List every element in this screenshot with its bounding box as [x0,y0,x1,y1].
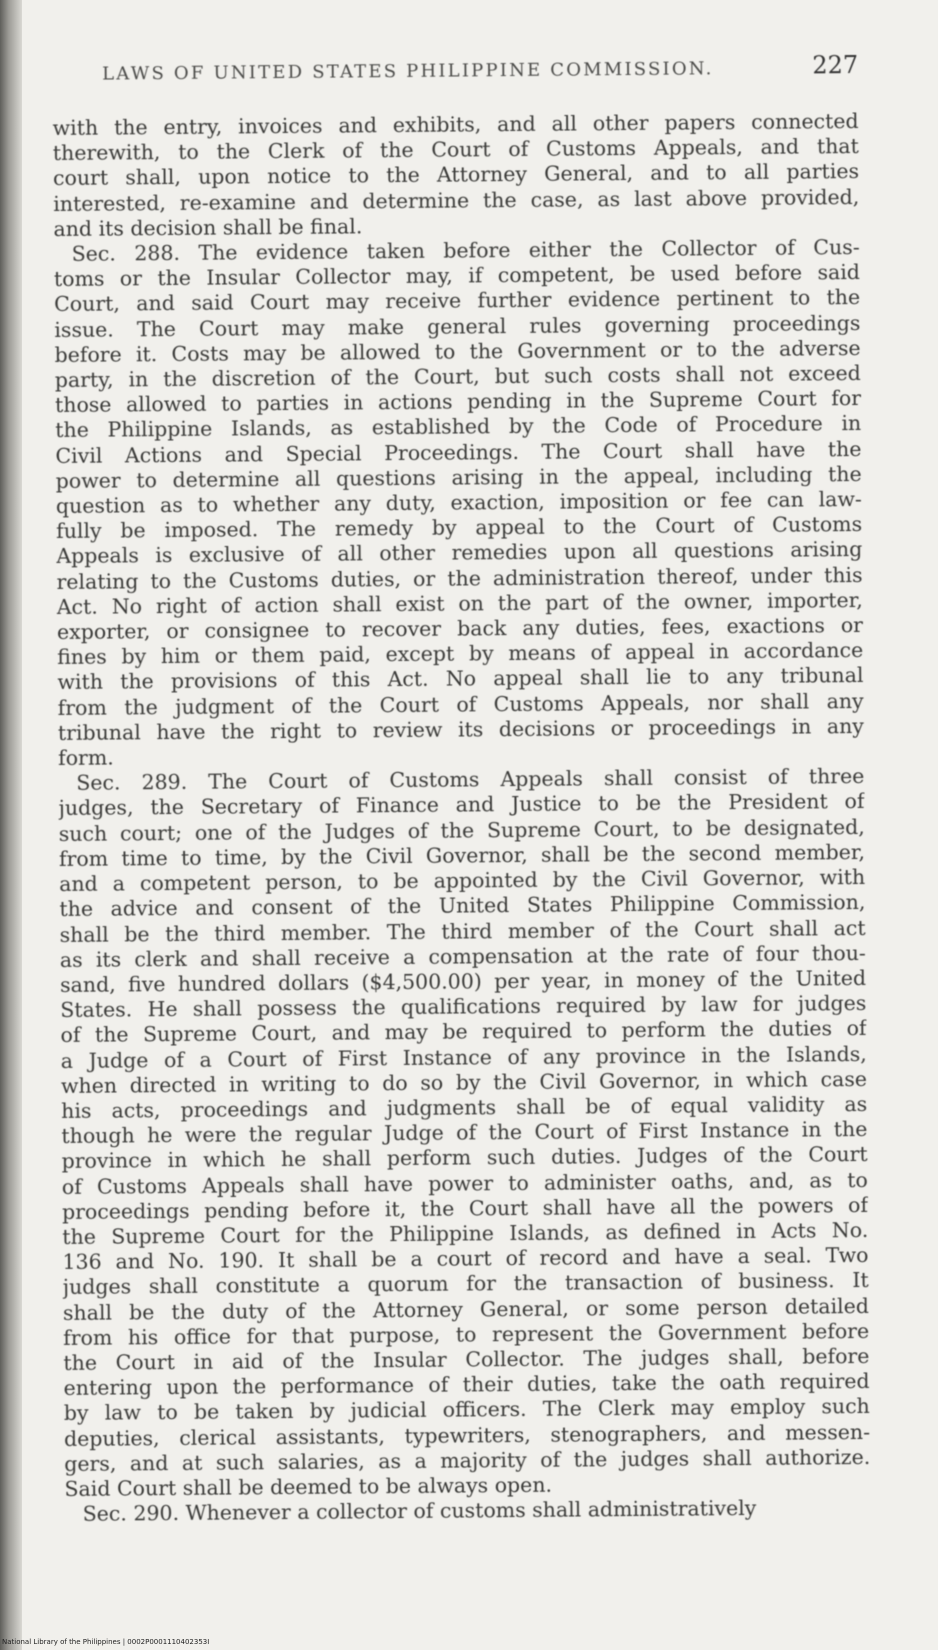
text-line: and its decision shall be final. [53,214,363,241]
section-290-start: Sec. 290. Whenever a collector of customs shall administratively [82,1496,757,1526]
text-line: Said Court shall be deemed to be always open. [64,1472,553,1501]
text-line: judges, the Secretary of Finance and Justice to be the President of [58,789,865,821]
text-line: sand, five hundred dollars ($4,500.00) per year, in money of the United [59,965,867,997]
text-line: from his office for that purpose, to represent the Government before [63,1318,870,1350]
text-line: court shall, upon notice to the Attorney General, and to all parties [52,159,860,191]
text-line: States. He shall possess the qualifications required by law for judges [60,991,867,1023]
text-line: the Court in aid of the Insular Collector. The judges shall, before [63,1343,870,1375]
text-line: gers, and at such salaries, as a majority of the judges shall authorize. [64,1444,871,1476]
text-line: fully be imposed. The remedy by appeal to the Court of Customs [56,512,863,544]
text-line: his acts, proceedings and judgments shall be of equal validity as [61,1091,868,1123]
text-block [52,51,871,1527]
text-line: by law to be taken by judicial officers. The Clerk may employ such [63,1394,870,1426]
text-line: Act. No right of action shall exist on the part of the owner, importer, [56,587,863,619]
text-line: entering upon the performance of their duties, take the oath required [63,1369,870,1401]
text-line: the Philippine Islands, as established by the Code of Procedure in [55,411,862,443]
text-line: shall be the duty of the Attorney General, or some person detailed [62,1293,870,1325]
text-line: of the Supreme Court, and may be required to perform the duties of [60,1016,867,1048]
text-line: the Supreme Court for the Philippine Islands, as defined in Acts No. [62,1217,869,1249]
text-line: when directed in writing to do so by the Civil Governor, in which case [60,1066,868,1098]
text-line: such court; one of the Judges of the Supreme Court, to be designated, [58,814,865,846]
text-line: issue. The Court may make general rules governing proceedings [54,310,861,342]
section-288-start: Sec. 288. The evidence taken before either the Collector of Cus- [71,234,860,266]
text-line: interested, re-examine and determine the case, as last above provided, [53,184,860,216]
running-title: LAWS OF UNITED STATES PHILIPPINE COMMISSION. [102,58,714,85]
text-line: of Customs Appeals shall have power to administer oaths, and, as to [61,1167,868,1199]
text-line: those allowed to parties in actions pending in the Supreme Court for [54,386,862,418]
section-289-start: Sec. 289. The Court of Customs Appeals shall consist of three [76,764,865,796]
page-header [102,51,858,86]
text-line: Appeals is exclusive of all other remedies upon all questions arising [56,537,863,569]
text-line: with the entry, invoices and exhibits, and all other papers connected [52,108,859,140]
book-spine-shadow [0,0,22,1650]
text-line: toms or the Insular Collector may, if competent, be used before said [53,260,861,292]
text-line: province in which he shall perform such duties. Judges of the Court [61,1142,868,1174]
body-text [53,109,871,1527]
text-line: Court, and said Court may receive further evidence pertinent to the [54,285,861,317]
text-line: Civil Actions and Special Proceedings. The Court shall have the [55,436,862,468]
text-line: exporter, or consignee to recover back any duties, fees, exactions or [56,613,864,645]
text-line: form. [58,745,114,771]
text-line: tribunal have the right to review its decisions or proceedings in any [57,713,864,745]
page-number: 227 [812,50,859,80]
text-line: judges shall constitute a quorum for the transaction of business. It [62,1268,869,1300]
text-line: before it. Costs may be allowed to the Government or to the adverse [54,335,861,367]
text-line: and a competent person, to be appointed by the Civil Governor, with [59,865,866,897]
text-line: fines by him or them paid, except by means of appeal in accordance [57,638,864,670]
text-line: therewith, to the Clerk of the Court of Customs Appeals, and that [52,134,859,166]
text-line: deputies, clerical assistants, typewriters, stenographers, and messen- [63,1419,871,1451]
text-line: party, in the discretion of the Court, but such costs shall not exceed [54,360,861,393]
text-line: from the judgment of the Court of Customs Appeals, nor shall any [57,688,864,720]
text-line: with the provisions of this Act. No appeal shall lie to any tribunal [57,663,864,695]
text-line: 136 and No. 190. It shall be a court of record and have a seal. Two [62,1243,869,1275]
text-line: the advice and consent of the United States Philippine Commission, [59,890,866,922]
text-line: power to determine all questions arising in the appeal, including the [55,461,862,493]
scan-credit: National Library of the Philippines | 0002P0001110402353I [2,1638,210,1646]
text-line: shall be the third member. The third member of the Court shall act [59,915,866,947]
text-line: as its clerk and shall receive a compensation at the rate of four thou- [59,940,866,972]
text-line: a Judge of a Court of First Instance of any province in the Islands, [60,1041,867,1073]
text-line: proceedings pending before it, the Court shall have all the powers of [61,1192,869,1224]
text-line: from time to time, by the Civil Governor, shall be the second member, [58,839,866,871]
text-line: though he were the regular Judge of the Court of First Instance in the [61,1117,868,1149]
text-line: question as to whether any duty, exaction, imposition or fee can law- [55,486,862,519]
text-line: relating to the Customs duties, or the administration thereof, under this [56,562,863,594]
